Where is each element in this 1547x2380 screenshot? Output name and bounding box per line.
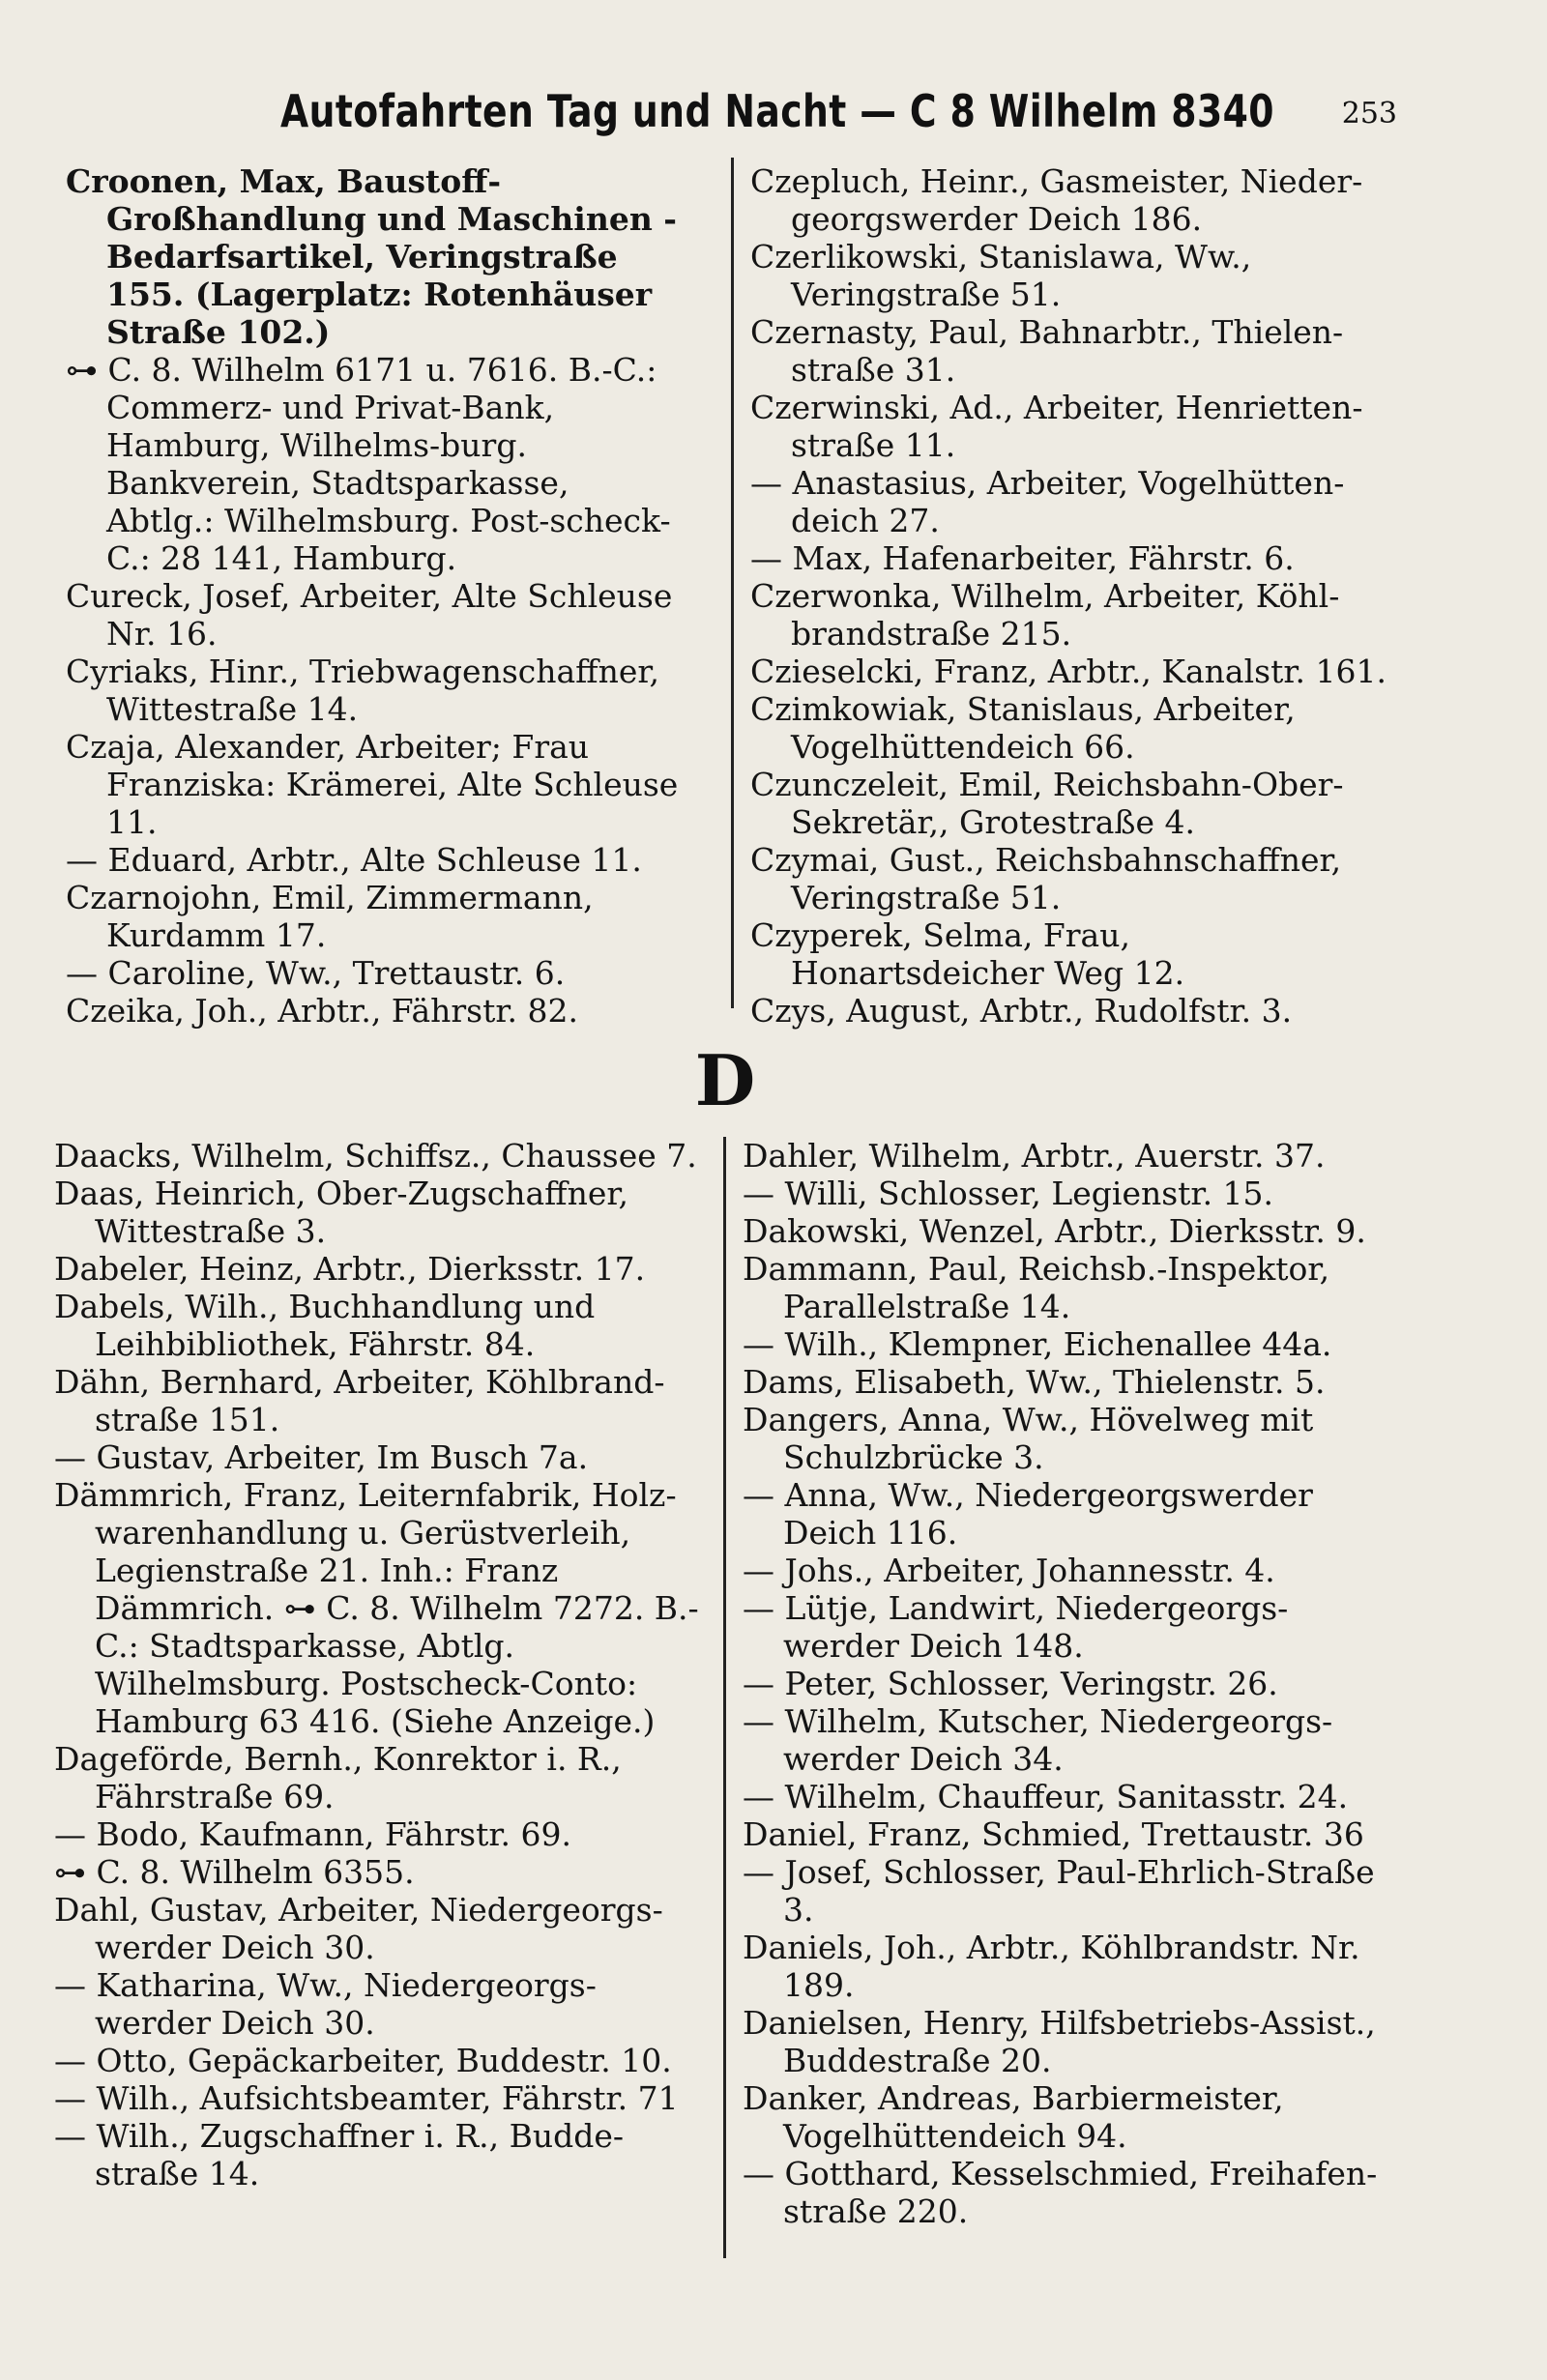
column-divider-top xyxy=(731,158,734,1008)
directory-entry: — Wilh., Klempner, Eichenallee 44a. xyxy=(743,1325,1332,1363)
directory-entry: Czerwinski, Ad., Arbeiter, Henrietten-straße 11. xyxy=(750,389,1363,464)
directory-entry: Czepluch, Heinr., Gasmeister, Nieder-georgswerder Deich 186. xyxy=(750,162,1363,238)
column-top-left xyxy=(66,162,685,1030)
directory-entry: — Johs., Arbeiter, Johannesstr. 4. xyxy=(743,1552,1275,1589)
page-number: 253 xyxy=(1341,97,1397,131)
directory-entry: — Willi, Schlosser, Legienstr. 15. xyxy=(743,1175,1274,1212)
directory-entry: Dakowski, Wenzel, Arbtr., Dierksstr. 9. xyxy=(743,1212,1366,1250)
directory-entry: Czernasty, Paul, Bahnarbtr., Thielen-straße 31. xyxy=(750,313,1344,389)
directory-entry: Dabels, Wilh., Buchhandlung und Leihbibliothek, Fährstr. 84. xyxy=(54,1288,596,1363)
directory-entry: Dageförde, Bernh., Konrektor i. R., Fährstraße 69. xyxy=(54,1740,622,1815)
directory-entry: — Josef, Schlosser, Paul-Ehrlich-Straße 3. xyxy=(743,1853,1375,1929)
directory-entry: Dabeler, Heinz, Arbtr., Dierksstr. 17. xyxy=(54,1250,646,1288)
directory-entry: Daas, Heinrich, Ober-Zugschaffner, Wittestraße 3. xyxy=(54,1175,629,1250)
directory-entry: — Otto, Gepäckarbeiter, Buddestr. 10. xyxy=(54,2042,672,2079)
column-divider-bottom xyxy=(723,1137,726,2258)
directory-entry: Dams, Elisabeth, Ww., Thielenstr. 5. xyxy=(743,1363,1326,1401)
directory-entry: Czymai, Gust., Reichsbahnschaffner, Veringstraße 51. xyxy=(750,841,1342,916)
directory-entry: Danielsen, Henry, Hilfsbetriebs-Assist., Buddestraße 20. xyxy=(743,2004,1376,2079)
directory-entry: — Lütje, Landwirt, Niedergeorgs-werder Deich 148. xyxy=(743,1589,1289,1665)
directory-entry: Croonen, Max, Baustoff-Großhandlung und Maschinen - Bedarfsartikel, Veringstraße 155. (Lagerplatz: Rotenhäuser Straße 102.) xyxy=(66,162,678,351)
directory-entry: — Wilh., Zugschaffner i. R., Budde-straße 14. xyxy=(54,2117,625,2192)
directory-entry: — Wilhelm, Kutscher, Niedergeorgs-werder Deich 34. xyxy=(743,1702,1333,1778)
directory-entry: Dämmrich, Franz, Leiternfabrik, Holz-warenhandlung u. Gerüstverleih, Legienstraße 21. Inh.: Franz Dämmrich. ⊶ C. 8. Wilhelm 7272. B.-C.: Stadtsparkasse, Abtlg. Wilhelmsburg. Postscheck-Conto: Hamburg 63 416. (Siehe Anzeige.) xyxy=(54,1476,699,1740)
directory-entry: — Anna, Ww., Niedergeorgswerder Deich 116. xyxy=(743,1476,1313,1552)
column-top-right xyxy=(750,162,1388,1030)
directory-entry: — Wilh., Aufsichtsbeamter, Fährstr. 71 xyxy=(54,2079,679,2117)
directory-entry: Czerlikowski, Stanislawa, Ww., Veringstraße 51. xyxy=(750,238,1252,313)
directory-entry: Danker, Andreas, Barbiermeister, Vogelhüttendeich 94. xyxy=(743,2079,1284,2155)
directory-entry: Dangers, Anna, Ww., Hövelweg mit Schulzbrücke 3. xyxy=(743,1401,1314,1476)
directory-entry: Czimkowiak, Stanislaus, Arbeiter, Vogelhüttendeich 66. xyxy=(750,690,1296,766)
directory-entry: Dahler, Wilhelm, Arbtr., Auerstr. 37. xyxy=(743,1137,1326,1175)
directory-entry: — Peter, Schlosser, Veringstr. 26. xyxy=(743,1665,1278,1702)
column-bottom-left xyxy=(54,1137,702,2192)
directory-entry: Czerwonka, Wilhelm, Arbeiter, Köhl-brandstraße 215. xyxy=(750,577,1340,653)
page-header xyxy=(0,85,1547,153)
directory-entry: Czyperek, Selma, Frau, Honartsdeicher Weg 12. xyxy=(750,916,1185,992)
directory-entry: Czieselcki, Franz, Arbtr., Kanalstr. 161. xyxy=(750,653,1386,690)
directory-entry: Cyriaks, Hinr., Triebwagenschaffner, Wittestraße 14. xyxy=(66,653,660,728)
directory-entry: — Wilhelm, Chauffeur, Sanitasstr. 24. xyxy=(743,1778,1349,1815)
directory-entry: Czys, August, Arbtr., Rudolfstr. 3. xyxy=(750,992,1293,1030)
column-bottom-right xyxy=(743,1137,1390,2230)
directory-entry: — Caroline, Ww., Trettaustr. 6. xyxy=(66,954,566,992)
section-letter: D xyxy=(694,1039,756,1121)
directory-entry: Czaja, Alexander, Arbeiter; Frau Franziska: Krämerei, Alte Schleuse 11. xyxy=(66,728,679,841)
directory-entry: Czeika, Joh., Arbtr., Fährstr. 82. xyxy=(66,992,578,1030)
directory-entry: — Katharina, Ww., Niedergeorgs-werder Deich 30. xyxy=(54,1966,597,2042)
directory-entry: ⊶ C. 8. Wilhelm 6355. xyxy=(54,1853,415,1891)
directory-entry: ⊶ C. 8. Wilhelm 6171 u. 7616. B.-C.: Commerz- und Privat-Bank, Hamburg, Wilhelms-burg. Bankverein, Stadtsparkasse, Abtlg.: Wilhelmsburg. Post-scheck-C.: 28 141, Hamburg. xyxy=(66,351,671,577)
directory-entry: Dammann, Paul, Reichsb.-Inspektor, Parallelstraße 14. xyxy=(743,1250,1330,1325)
directory-entry: Daniel, Franz, Schmied, Trettaustr. 36 xyxy=(743,1815,1364,1853)
directory-entry: Dahl, Gustav, Arbeiter, Niedergeorgs-werder Deich 30. xyxy=(54,1891,663,1966)
directory-entry: Daniels, Joh., Arbtr., Köhlbrandstr. Nr. 189. xyxy=(743,1929,1360,2004)
directory-entry: Cureck, Josef, Arbeiter, Alte Schleuse Nr. 16. xyxy=(66,577,673,653)
directory-entry: — Gotthard, Kesselschmied, Freihafen-straße 220. xyxy=(743,2155,1378,2230)
header-advertisement: Autofahrten Tag und Nacht — C 8 Wilhelm 8340 xyxy=(280,85,1274,137)
directory-entry: Czunczeleit, Emil, Reichsbahn-Ober-Sekretär,, Grotestraße 4. xyxy=(750,766,1344,841)
directory-entry: Daacks, Wilhelm, Schiffsz., Chaussee 7. xyxy=(54,1137,697,1175)
directory-entry: — Anastasius, Arbeiter, Vogelhütten-deich 27. xyxy=(750,464,1345,539)
directory-entry: — Max, Hafenarbeiter, Fährstr. 6. xyxy=(750,539,1295,577)
directory-entry: Czarnojohn, Emil, Zimmermann, Kurdamm 17. xyxy=(66,879,594,954)
directory-entry: — Eduard, Arbtr., Alte Schleuse 11. xyxy=(66,841,642,879)
directory-entry: — Gustav, Arbeiter, Im Busch 7a. xyxy=(54,1438,589,1476)
directory-entry: — Bodo, Kaufmann, Fährstr. 69. xyxy=(54,1815,571,1853)
directory-entry: Dähn, Bernhard, Arbeiter, Köhlbrand-straße 151. xyxy=(54,1363,665,1438)
